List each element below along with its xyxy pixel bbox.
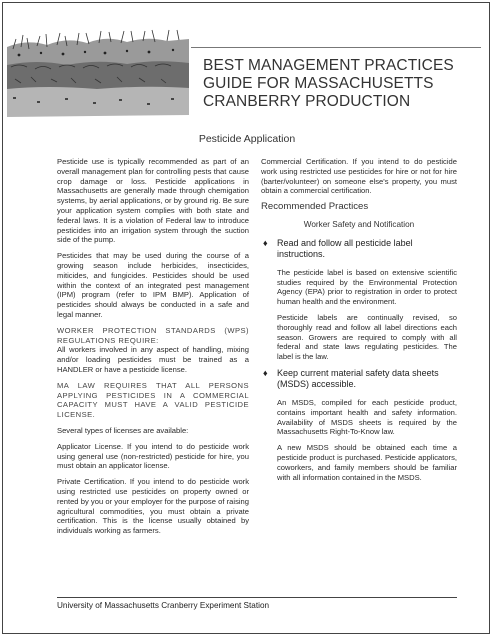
- msds-info-paragraph: An MSDS, compiled for each pesticide product, contains important health and safety information. Availability of MSDS sheets is required by the Massachusetts Right-To-Know law.: [277, 397, 457, 437]
- license-types-intro: Several types of licenses are available:: [57, 425, 189, 435]
- left-column: [57, 157, 249, 542]
- private-certification: Private Certification. If you intend to do pesticide work using restricted use pesticides on property owned or rented by you or your employer for the purpose of raising agricultural commodities, you must obtain a private certification. This is the license usually obtained by individuals working as farmers.: [57, 477, 249, 536]
- section-title: Pesticide Application: [198, 133, 296, 145]
- bullet-read-label-body: [261, 268, 457, 362]
- title-line-3: CRANBERRY PRODUCTION: [203, 93, 411, 110]
- diamond-bullet-icon: ♦: [263, 367, 268, 378]
- label-revision-paragraph: Pesticide labels are continually revised, so thoroughly read and follow all label directions each season. Growers are required to comply with all federal and state laws regulating pesticides. The label is the law.: [277, 312, 457, 362]
- bullet-read-label: [261, 238, 457, 260]
- pesticide-types-paragraph: Pesticides that may be used during the course of a growing season include herbicides, insecticides, miticides, and fungicides. Pesticides should be used within the context of an integrated pest management (IPM) program (refer to IPM BMP). Application of pesticides should always be conducted in a safe and legal manner.: [57, 251, 249, 319]
- footer-divider: [57, 597, 457, 598]
- title-line-2: GUIDE FOR MASSACHUSETTS: [203, 75, 434, 92]
- intro-paragraph: Pesticide use is typically recommended as part of an overall management plan for controlling pests that cause crop damage or loss. Pesticide applications in Massachusetts are generally made through chemigation systems, by aerial applications, or by ground rig. Be sure your application system complies with both state and federal laws. It is a violation of Federal law to introduce pesticides into an irrigation system through the suction side of the pump.: [57, 157, 249, 245]
- bullet-msds: [261, 368, 457, 390]
- wps-heading: WORKER PROTECTION STANDARDS (WPS) REGULATIONS REQUIRE:: [57, 325, 249, 345]
- label-basis-paragraph: The pesticide label is based on extensive scientific studies required by the Environmental Protection Agency (EPA) prior to registration in order to protect human health and the environment.: [277, 267, 457, 307]
- document-page: [2, 2, 490, 634]
- footer-text: University of Massachusetts Cranberry Experiment Station: [57, 601, 270, 610]
- bullet-msds-body: [261, 398, 457, 482]
- right-column: [261, 157, 457, 488]
- commercial-certification: Commercial Certification. If you intend to do pesticide work using restricted use pesticides for hire or not for hire (barter/volunteer) on someone else's property, you must obtain a commercial certification.: [261, 157, 457, 196]
- bullet-msds-text: Keep current material safety data sheets (MSDS) accessible.: [277, 367, 439, 389]
- cranberry-bog-illustration: [7, 9, 189, 121]
- header-divider: [191, 47, 481, 48]
- title-line-1: BEST MANAGEMENT PRACTICES: [203, 57, 454, 74]
- recommended-practices-heading: Recommended Practices: [261, 201, 369, 213]
- diamond-bullet-icon: ♦: [263, 237, 268, 248]
- document-title: [203, 57, 483, 111]
- ma-law-notice: MA LAW REQUIRES THAT ALL PERSONS APPLYING PESTICIDES IN A COMMERCIAL CAPACITY MUST HAVE A VALID PESTICIDE LICENSE.: [57, 380, 249, 420]
- worker-safety-subheading: Worker Safety and Notification: [303, 219, 415, 229]
- applicator-license: Applicator License. If you intend to do pesticide work using general use (non-restricted) pesticide for hire, you must obtain an applicator license.: [57, 441, 249, 471]
- bullet-read-label-text: Read and follow all pesticide label instructions.: [277, 237, 413, 259]
- msds-new-paragraph: A new MSDS should be obtained each time a pesticide product is purchased. Pesticide applicators, coworkers, and family members should be familiar with all information contained in the MSDS.: [277, 443, 457, 482]
- wps-text: All workers involved in any aspect of handling, mixing and/or loading pesticides must be trained as a HANDLER or have a pesticide license.: [57, 345, 249, 374]
